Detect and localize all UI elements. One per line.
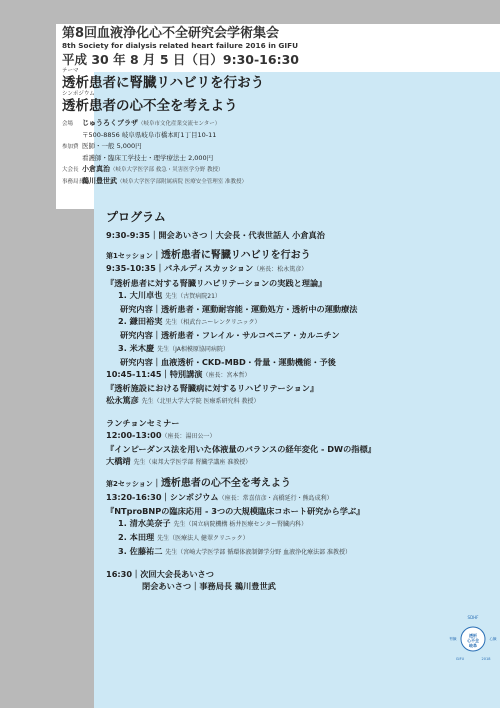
panelist-3-topic: 研究内容｜血液透析・CKD-MBD・骨量・運動機能・予後 xyxy=(120,356,336,367)
panelist-2-topic: 研究内容｜透析患者・フレイル・サルコペニア・カルニチン xyxy=(120,330,340,341)
secretary-note: （岐阜大学医学部附属病院 医療安全管理室 准教授） xyxy=(117,179,247,185)
opening-line: 9:30-9:35｜開会あいさつ｜大会長・代表世話人 小倉真治 xyxy=(106,230,325,240)
session2-symposium-time: 13:20-16:30｜シンポジウム xyxy=(106,491,219,502)
session1-lecture-chair: （座長：宮本哲） xyxy=(202,372,251,380)
president-note: （岐阜大学医学部 救急・災害医学分野 教授） xyxy=(110,167,224,173)
symposist-3-affiliation: 先生（宮崎大学医学部 循環体液制御学分野 血液浄化療法部 准教授） xyxy=(165,549,352,557)
symposist-2-affiliation: 先生（医療法人 健翠クリニック） xyxy=(157,535,249,543)
session2-label: 第2セッション xyxy=(106,480,153,489)
venue-key: 会場 xyxy=(62,121,74,127)
president-key: 大会長 xyxy=(62,167,79,173)
symposium-title: 透析患者の心不全を考えよう xyxy=(62,98,238,114)
event-title: 第8回血液浄化心不全研究会学術集会 xyxy=(62,26,280,41)
logo-bottom-left-text: GIFU xyxy=(455,657,465,661)
symposist-3 xyxy=(106,545,494,559)
venue-address: 〒500-8856 岐阜県岐阜市橋本町1丁目10-11 xyxy=(82,131,217,139)
program-heading: プログラム xyxy=(106,210,166,224)
session1-lecture-theme: 『透析施設における腎臓病に対するリハビリテーション』 xyxy=(106,383,319,394)
session1-label: 第1セッション xyxy=(106,252,153,261)
session1-title: 透析患者に腎臓リハビリを行おう xyxy=(160,250,311,262)
closing-line-1: 16:30｜次回大会長あいさつ xyxy=(106,568,214,579)
panelist-2 xyxy=(106,315,494,329)
program xyxy=(106,210,494,592)
fee-key: 参加費 xyxy=(62,144,79,150)
symposist-1 xyxy=(106,517,494,531)
session2-symposium-theme: 『NTproBNPの臨床応用 - 3つの大規模臨床コホート研究から学ぶ』 xyxy=(106,505,365,516)
closing-line-2: 閉会あいさつ｜事務局長 鵜川豊世武 xyxy=(142,580,276,591)
header xyxy=(62,26,498,67)
fee-line1: 医師・一般 5,000円 xyxy=(82,142,142,150)
society-logo xyxy=(446,612,500,666)
luncheon-speaker-name: 大橋靖 xyxy=(106,456,131,467)
secretary-key: 事務局長 xyxy=(62,179,85,185)
logo-center-text-1: 透析 xyxy=(469,633,477,638)
meta-list xyxy=(62,118,298,188)
luncheon-heading: ランチョンセミナー xyxy=(106,417,180,428)
event-datetime: 平成 30 年 8 月 5 日（日）9:30-16:30 xyxy=(62,52,299,67)
secretary-row xyxy=(62,176,298,188)
luncheon-time: 12:00-13:00 xyxy=(106,429,162,440)
panelist-1-name: 1. 大川卓也 xyxy=(118,289,163,300)
session1-lecture-time: 10:45-11:45｜特別講演 xyxy=(106,369,203,380)
panelist-2-affiliation: 先生（相武台ニーレンクリニック） xyxy=(165,319,261,327)
session1-lecturer xyxy=(106,394,494,408)
symposist-2-name: 2. 本田理 xyxy=(118,532,155,543)
panelist-1-affiliation: 先生（古賀病院21） xyxy=(165,292,221,300)
luncheon-time-row xyxy=(106,429,494,443)
session2-symposium-chair: （座長：常喜信彦・高橋延行・熊島成利） xyxy=(218,494,333,502)
logo-left-text: 腎臓 xyxy=(449,637,457,641)
luncheon-speaker xyxy=(106,455,494,469)
logo-bottom-right-text: 2018 xyxy=(481,657,491,661)
logo-center-text-3: 岐阜 xyxy=(469,643,477,648)
session2-title: 透析患者の心不全を考えよう xyxy=(160,478,291,490)
symposist-2 xyxy=(106,531,494,545)
president-row xyxy=(62,164,298,176)
session2-symposium xyxy=(106,491,494,505)
session2-header: 第2セッション｜透析患者の心不全を考えよう xyxy=(106,478,291,490)
symposist-1-name: 1. 清水美奈子 xyxy=(118,518,171,529)
session1-lecturer-affiliation: 先生（北里大学大学院 医療系研究科 教授） xyxy=(141,398,260,406)
session1-panel xyxy=(106,262,494,276)
logo-right-text: 心臓 xyxy=(489,637,497,641)
panelist-3-affiliation: 先生（JA相模原協同病院） xyxy=(157,345,229,353)
luncheon-speaker-affiliation: 先生（東邦大学医学部 腎臓学講座 准教授） xyxy=(133,459,252,467)
panelist-3 xyxy=(106,342,494,356)
event-info xyxy=(62,68,298,188)
luncheon-theme: 『インピーダンス法を用いた体液量のバランスの経年変化 - DWの指標』 xyxy=(106,444,376,455)
president-name: 小倉真治 xyxy=(82,165,110,173)
logo-top-text: SDHF xyxy=(467,615,479,620)
session1-header: 第1セッション｜透析患者に腎臓リハビリを行おう xyxy=(106,250,311,262)
venue-row xyxy=(62,118,298,130)
session1-panel-chair: （座長：松永篤彦） xyxy=(253,266,308,274)
venue-note: （岐阜市文化産業交流センター） xyxy=(138,121,221,127)
session1-panel-theme: 『透析患者に対する腎臓リハビリテーションの実践と理論』 xyxy=(106,277,327,288)
luncheon-chair: （座長：湯田公一） xyxy=(161,432,216,440)
session1-lecture xyxy=(106,368,494,382)
fee-row xyxy=(62,141,298,153)
event-title-en: 8th Society for dialysis related heart failure 2016 in GIFU xyxy=(62,41,299,50)
panelist-1 xyxy=(106,289,494,303)
panelist-1-topic: 研究内容｜透析患者・運動耐容能・運動処方・透析中の運動療法 xyxy=(120,304,358,315)
theme-title: 透析患者に腎臓リハビリを行おう xyxy=(62,75,265,91)
panelist-2-name: 2. 鎌田裕実 xyxy=(118,316,163,327)
fee-line2: 看護師・臨床工学技士・理学療法士 2,000円 xyxy=(82,154,214,162)
panelist-3-name: 3. 米木慶 xyxy=(118,342,155,353)
session1-lecturer-name: 松永篤彦 xyxy=(106,395,139,406)
symposist-1-affiliation: 先生（国立病院機構 栃井医療センター腎臓内科） xyxy=(173,521,308,529)
secretary-name: 鵜川豊世武 xyxy=(82,177,117,185)
theme-label: テーマ xyxy=(62,68,79,74)
session1-panel-time: 9:35-10:35｜パネルディスカッション xyxy=(106,263,254,274)
symposist-3-name: 3. 佐藤祐二 xyxy=(118,546,163,557)
venue-name: じゅうろくプラザ xyxy=(82,119,138,127)
symposium-label: シンポジウム xyxy=(62,91,95,97)
logo-center-text-2: 心不全 xyxy=(467,638,479,643)
